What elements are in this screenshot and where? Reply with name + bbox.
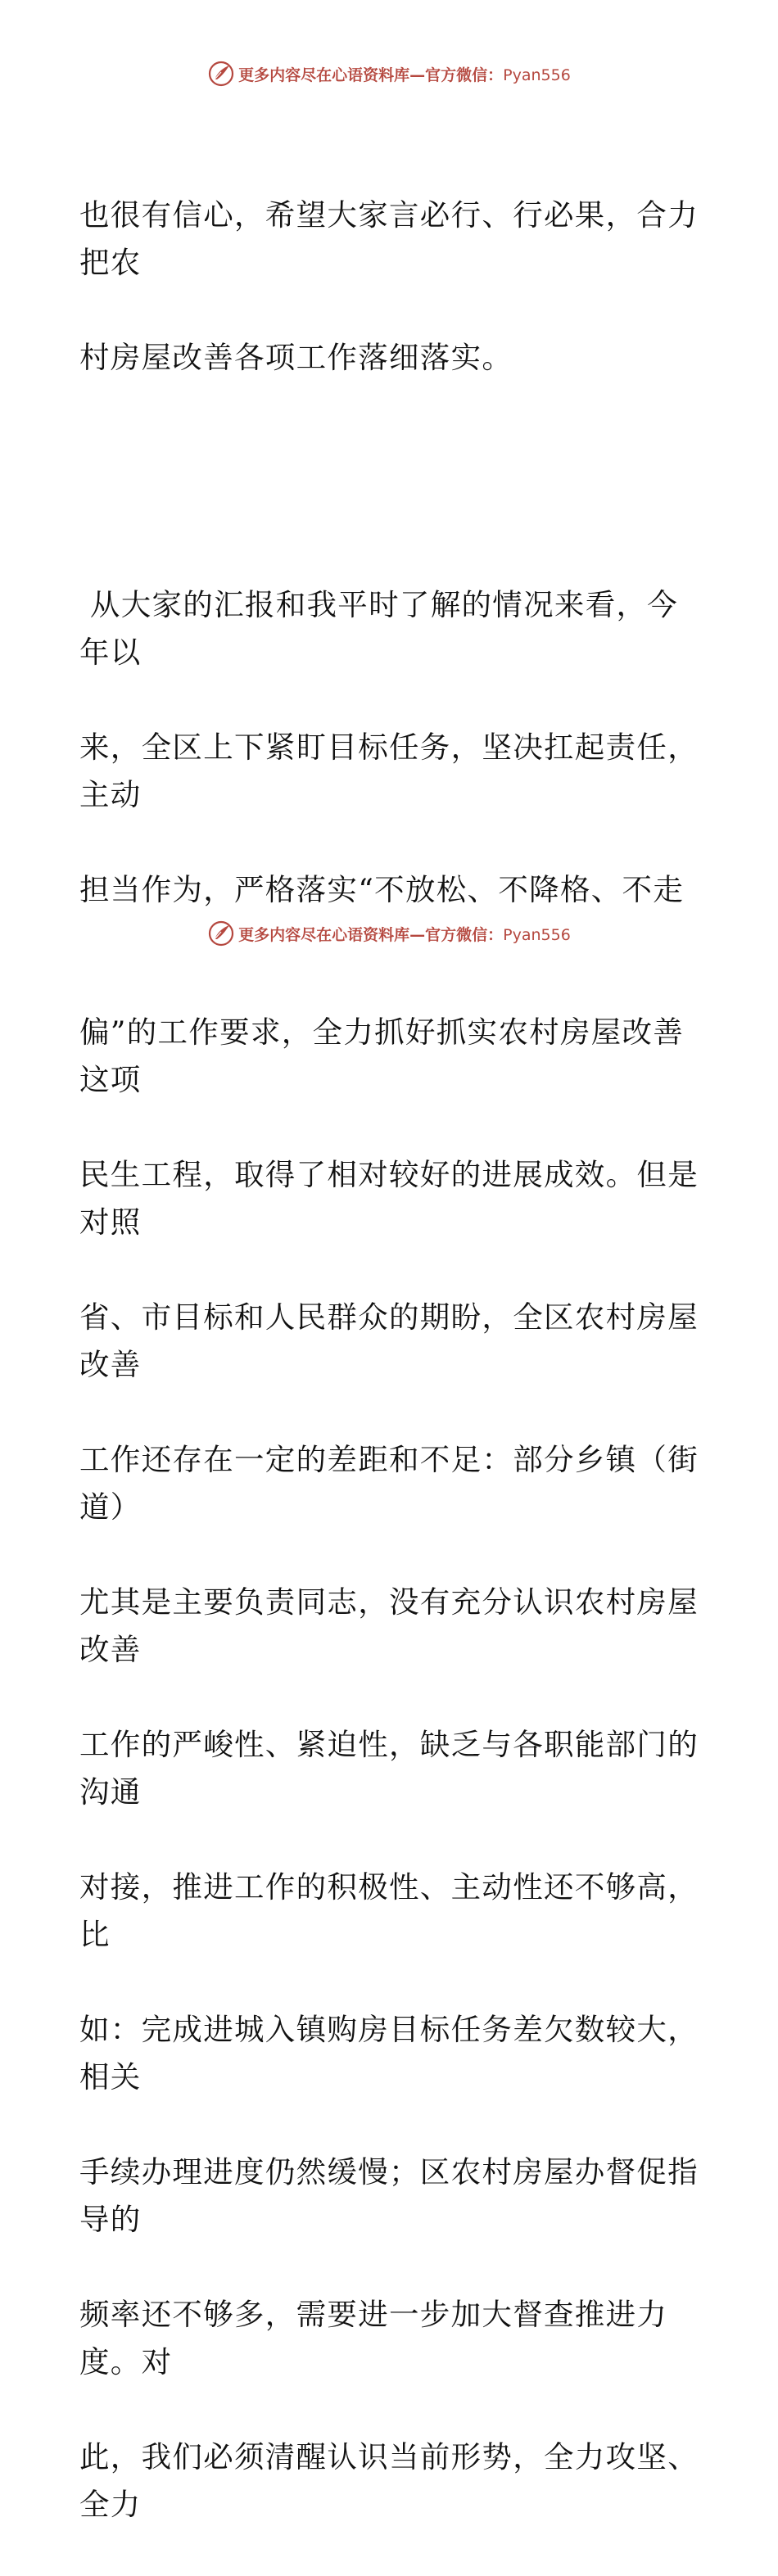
paragraph-2 [79,486,702,2576]
text-line: 此，我们必须清醒认识当前形势，全力攻坚、全力 [79,2439,699,2522]
feather-pen-icon [207,60,235,88]
text-line: 频率还不够多，需要进一步加大督查推进力度。对 [79,2297,668,2379]
text-line: 从大家的汇报和我平时了解的情况来看，今年以 [79,587,679,670]
watermark-text: 更多内容尽在心语资料库—官方微信：Pyan556 [238,925,571,944]
text-line: 偏”的工作要求，全力抓好抓实农村房屋改善这项 [79,1015,685,1097]
text-line: 担当作为，严格落实“不放松、不降格、不走 [79,872,685,907]
text-line: 手续办理进度仍然缓慢；区农村房屋办督促指导的 [79,2154,699,2237]
paragraph-1 [79,97,702,477]
text-line: 如：完成进城入镇购房目标任务差欠数较大，相关 [79,2012,699,2095]
text-line: 工作的严峻性、紧迫性，缺乏与各职能部门的沟通 [79,1727,699,1810]
text-line: 民生工程，取得了相对较好的进展成效。但是对照 [79,1157,699,1240]
text-line: 省、市目标和人民群众的期盼，全区农村房屋改善 [79,1299,699,1382]
text-line: 对接，推进工作的积极性、主动性还不够高，比 [79,1869,699,1952]
text-line: 尤其是主要负责同志，没有充分认识农村房屋改善 [79,1584,699,1667]
feather-pen-icon [207,920,235,947]
text-line: 村房屋改善各项工作落细落实。 [79,340,513,375]
watermark-text: 更多内容尽在心语资料库—官方微信：Pyan556 [238,66,571,84]
document-body [79,97,702,2576]
text-line: 也很有信心，希望大家言必行、行必果，合力把农 [79,197,699,280]
footer-watermark [0,919,778,948]
text-line: 来，全区上下紧盯目标任务，坚决扛起责任，主动 [79,730,699,812]
header-watermark [0,59,778,88]
text-line: 工作还存在一定的差距和不足：部分乡镇（街道） [79,1442,699,1525]
